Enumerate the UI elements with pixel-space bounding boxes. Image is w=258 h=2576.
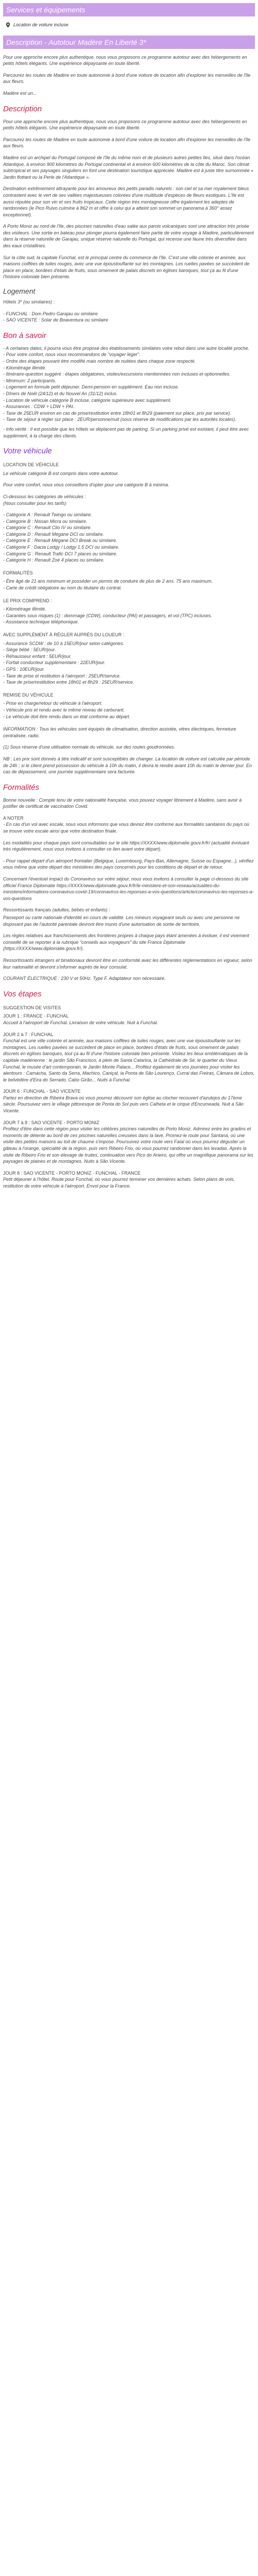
day-text: Funchal est une ville colorée et animée, aux maisons coiffées de tuiles rouges, avec une vue époustouflante sur les montagnes. Les ruelles pavées se succèdent de place en place, bordées d'étals de fruits, sous ornement de palais discrets en églises baroques, tout ça au fil d'une l'histoire coloniale bien présente. Visitez les lieux emblématiques de la capitale madérienne : le jardin São Francisco, à plein de Santa Catarina, la Cathédrale de Sé, le quartier du Vieux Funchal, le musée d'art contemporain, le Jardin Monte Palace... Profitez également de vos journées pour visiter les alentours : Camacha, Santo da Serra, Machico, Caniçal, la Ponta de São Lourenço, Curral das Freiras, Câmara de Lobos, le belvédère d'Eira do Serrado, Cabo Girão... Nuits à Funchal. [3,1038,255,1082]
remise-item: - Véhicule pris et rendu avec le même niveau de carburant. [3,707,125,713]
vehicule-formalites-title: FORMALITÉS [3,570,33,575]
prix-item: - Assistance technique téléphonique. [3,619,79,625]
day-block [3,1088,255,1114]
intro-paragraph-1: Pour une approche encore plus authentique, nous vous proposons ce programme autotour avec des hébergements en petits hôtels élégants. Une expérience dépaysante en toute liberté. [3,54,247,66]
formalites-paragraph: COURANT ÉLECTRIQUE : 230 V et 50Hz. Type F. Adaptateur non nécessaire. [3,976,166,981]
formalite-item: - Être âgé de 21 ans minimum et posséder un permis de conduire de plus de 2 ans. 75 ans maximum. [3,579,213,584]
intro-paragraph-3: Madère est un... [3,90,37,96]
vehicule-nb: NB : Les prix sont donnés à titre indicatif et sont susceptibles de changer. La location de voiture est calculée par période de 24h ; si le client prend possession du véhicule à 10h du matin, il devra le rendre avant 10h du matin le dernier jour. En cas de dépassement, une journée supplémentaire sera facturée. [3,756,252,775]
remise-title: REMISE DU VÉHICULE [3,692,54,698]
bon-a-savoir-item: - Kilométrage illimité. [3,365,46,370]
day-label: JOUR 1 : FRANCE - FUNCHAL [3,1013,69,1019]
day-text: Partez en direction de Ribeira Brava où vous pourrez découvrir son église au clocher recouvert d'azulejos du 17ème siècle. Poursuivez vers le village pittoresque de Ponta do Sol puis vers Calheta et le cirque d'Encumeada. Nuit à São Vicente. [3,1095,244,1114]
day-block [3,1013,255,1026]
day-label: JOUR 2 à 7 : FUNCHAL [3,1031,54,1037]
formalites-title: Formalités [3,783,40,792]
option-item: - Réhausseur enfant : 5EUR/jour. [3,653,72,659]
bon-a-savoir-item: - Logement en formule petit déjeuner. Demi-pension en supplément. Eau non incluse. [3,384,179,390]
prix-title: LE PRIX COMPREND : [3,598,52,603]
formalites-paragraph: Bonne nouvelle : Compte tenu de votre nationalité française, vous pouvez voyager librement à Madère, sans avoir à justifier de certificat de vaccination Covid. [3,797,242,809]
vehicule-categories [3,512,255,564]
category-item: - Catégorie A : Renault Twingo ou similaire. [3,512,92,518]
description-title: Description [3,104,42,113]
remise-list [3,700,255,720]
description-paragraph-5: A Porto Moniz au nord de l'île, des piscines naturelles d'eau salée aux parois volcaniques sont une attraction très prisée des visiteurs. Une sortie en bateau pour plonger pourra également faire partie de votre voyage à Madère, particulièrement dans la réserve naturelle de Garajau, unique réserve naturelle du Portugal, qui recense une faune très diversifiée dans des eaux cristallines. [3,224,254,249]
formalites-paragraph: Ressortissants français (adultes, bébés et enfants) : [3,907,110,913]
bon-a-savoir-list [3,345,255,439]
bon-a-savoir-item: - Minimum: 2 participants. [3,378,57,383]
logement-item: - SAO VICENTE : Solar de Boaventura ou similaire [3,317,108,323]
vehicule-formalites [3,578,255,591]
day-label: JOUR 6 : FUNCHAL - SAO VICENTE [3,1089,81,1094]
description-paragraph-3: Madère est un archipel du Portugal composé de l'île du même nom et de plusieurs autres petites îles, situé dans l'océan Atlantique, à environ 900 kilomètres du Portugal continental et à environ 600 kilomètres de la côte du Maroc. Son climat subtropical et ses paysages singuliers en font une destination touristique appréciée. Madère est à juste titre surnommée « Jardin flottant ou la Perle de l'Atlantique ». [3,155,254,180]
category-item: - Catégorie G : Renault Trafic DCI 7 places ou similaire. [3,551,118,556]
formalites-paragraph: Les modalités pour chaque pays sont consultables sur le site https://XXXX/www.diplomatie.gouv.fr/fr/ (actualité évoluant très régulièrement, nous vous invitons à consulter ce lien avant votre départ). [3,840,249,852]
option-item: - Forfait conducteur supplémentaire : 22EUR/jour. [3,660,106,666]
bon-a-savoir-item: - Itinéraire-question suggéré : étapes obligatoires, visites/excursions mentionnées non incluses et optionnelles. [3,371,231,377]
formalites-paragraph: Les règles relatives aux franchissements des frontières propres à chaque pays étant amenées à évoluer, il est vivement conseillé de se reporter à la rubrique "conseils aux voyageurs" du site France Diplomatie (https://XXXX/www.diplomatie.gouv.fr/). [3,933,249,952]
prix-item: - Kilométrage illimité. [3,606,46,612]
vehicule-paragraph: (Nous consulter pour les tarifs) [3,500,67,506]
day-block [3,1170,255,1190]
category-item: - Catégorie H : Renault Zoé 4 places ou similaire. [3,557,105,563]
formalites-paragraph: - En cas d'un vol avec escale, nous vous informons que vous devrez être conforme aux formalités sanitaires du pays où se trouve votre escale ainsi que votre destination finale. [3,822,249,834]
etapes-title: Vos étapes [3,989,42,998]
bon-a-savoir-item: - Taxe de séjour à régler sur place : 2EUR/personne/nuit (sous réserve de modifications par les autorités locales). [3,417,236,422]
day-text: Petit déjeuner à l'hôtel. Route pour Funchal, où vous pourrez terminer vos dernières achats. Selon plans de vols, restitution de votre véhicule à l'aéroport. Envol pour la France. [3,1177,235,1189]
bon-a-savoir-item: - Ordre des étapes pouvant être modifié mais nombre de nuitées dans chaque zone respecté. [3,359,196,364]
map-pin-icon [5,22,11,28]
remise-item: - Prise en charge/retour du véhicule à l'aéroport. [3,701,103,706]
options-list [3,640,255,686]
vehicule-paragraph: Pour votre confort, nous vous conseillons d'opter pour une catégorie B à minima. [3,482,169,488]
vehicule-subtitle: LOCATION DE VÉHICULE [3,462,59,468]
option-item: - Assurance SCDW : de 10 à 15EUR/jour selon catégories. [3,640,124,646]
bon-a-savoir-item: - Assurances : CDW + LDW + PAI. [3,404,75,410]
description-paragraph-6: Sur la côte sud, la capitale Funchal, est le principal centre du commerce de l'île. C'est une ville colorée et animée, aux maisons coiffées de tuiles rouges, avec une vue époustouflante sur les montagnes. Les ruelles pavées se succèdent de place en place, bordées d'étals de fruits, sous ornement de palais discrets en églises baroques, tout ça au fil d'une l'histoire coloniale bien présente. [3,255,250,280]
formalites-paragraph: A NOTER [3,815,24,821]
bon-a-savoir-item: - Dîners de Noël (24/12) et du Nouvel An (31/12) inclus. [3,391,118,396]
description-paragraph-1: Pour une approche encore plus authentique, nous vous proposons ce programme autotour avec des hébergements en petits hôtels élégants. Une expérience dépaysante en toute liberté. [3,118,247,131]
formalites-paragraph: Concernant l'éventuel impact du Coronavirus sur votre séjour, nous vous invitons à consulter la page ci-dessous du site officiel France Diplomatie https://XXXX/www.diplomatie.gouv.fr/fr/le-ministere-et-son-reseau/actualites-du-ministere/informations-coronavirus-covid-19/coronavirus-les-reponses-a-vos-questions/article/coronavirus-les-reponses-a-vos-questions [3,876,254,901]
option-item: - Taxe de prise et restitution à l'aéroport : 25EUR/service. [3,673,121,679]
page [0,3,258,1190]
car-rental-included [5,22,255,28]
options-title: AVEC SUPPLÉMENT À RÉGLER AUPRÈS DU LOUEUR : [3,632,124,637]
bon-a-savoir-item: - Taxe de 25EUR environ en cas de prise/restitution entre 18h01 et 8h29 (paiement sur place, prix par service). [3,410,231,416]
prix-item: - Garanties sous risques (1) : dommage (CDW), conducteur (PAI) et passagers, et vol (TPC) incluses. [3,613,212,618]
option-item: - Siège bébé : 5EUR/jour. [3,647,56,653]
category-item: - Catégorie D : Renault Mégane DCI ou similaire. [3,531,104,537]
remise-item: - Le véhicule doit être rendu dans un état conforme au départ. [3,714,131,719]
vehicule-paragraph: Le véhicule catégorie B est compris dans votre autotour. [3,470,119,476]
option-item: - GPS : 10EUR/jour. [3,666,45,672]
bon-a-savoir-title: Bon à savoir [3,331,46,340]
description-paragraph-4: Destination extrêmement attrayante pour les amoureux des petits paradis naturels : son ciel et sa mer royalement bleus contrastent avec le vert de ses vallées majestueuses colorées d'une multitude d'espèces de fleurs exotiques. L'île est aussi réputée pour son vin et ses fruits tropicaux. Cette région très montagneuse offre également les adeptes de randonnées (le Pico Ruivo culmine à 862 m et offre à celui qui a atteint son sommet un panorama à 360° assez exceptionnel). [3,186,249,217]
day-block [3,1120,255,1165]
intro-section [3,54,255,97]
formalite-item: - Carte de crédit obligatoire au nom du titulaire du contrat. [3,585,122,591]
day-label: JOUR 8 : SAO VICENTE - PORTO MONIZ - FUNCHAL - FRANCE [3,1170,141,1176]
day-text: Profitez d'être dans cette région pour visiter les célèbres piscines naturelles de Porto Moniz. Admirez entre les gradins et moments de détente au bord de ces piscines naturelles creusées dans la lave. Promez-le route pour Santana, où une visite des petites maisons au toit de chaume s'impose. Poursuivez votre route vers Faial où vous pourrez déguster un gâteau à l'orange, spécialité de la région, puis vers Ribeiro Frio, où vous pourrez randonner dans les levadas. Après la visite de Ribeiro Frio et son élevage de truites, continuation vers Pico do Arieiro, qui offre un magnifique panorama sur les paysages de plaines et de montagnes. Nuits à São Vicente. [3,1126,253,1164]
description-paragraph-2: Parcourez les routes de Madère en toute autonomie à bord d'une voiture de location afin d'explorer les merveilles de l'île aux fleurs. [3,137,251,149]
category-item: - Catégorie B : Nissan Micra ou similaire. [3,518,88,524]
etapes-subtitle: SUGGESTION DE VISITES [3,1005,61,1010]
category-item: - Catégorie E : Renault Mégane DCI Break ou similaire. [3,538,118,544]
category-item: - Catégorie F : Dacia Lodgy / Lodgy 1.5 DCI ou similaire. [3,545,120,550]
category-item: - Catégorie C : Renault Clio IV ou similaire. [3,525,92,531]
vehicule-note: (1) Sous réserve d'une utilisation normale du véhicule, sur des routes goudronnées. [3,744,175,750]
bon-a-savoir-item: - Location de véhicule catégorie B incluse, catégorie supérieure avec supplément. [3,397,172,403]
option-item: - Taxe de prise/restitution entre 18h01 et 8h29 : 25EUR/service. [3,680,134,685]
description-banner: Description - Autotour Madère En Liberté 3* [3,36,255,49]
vehicule-information: INFORMATION : Tous les véhicules sont équipés de climatisation, direction assistée, vitres électriques, fermeture centralisée, radio. [3,726,236,738]
vehicule-paragraph: Ci-dessous les catégories de véhicules : [3,494,86,499]
day-label: JOUR 7 à 8 : SAO VICENTE - PORTO MONIZ [3,1120,100,1125]
formalites-paragraph: - Pour rappel départ d'un aéroport frontalier (Belgique, Luxembourg, Pays-Bas, Allemagne, Suisse ou Espagne...), vérifiez vous même que votre départ des ministères des pays concernés pour les conditions de départ et de retour. [3,858,254,870]
logement-title: Logement [3,287,36,296]
services-banner: Services et équipements [3,3,255,16]
logement-intro: Hôtels 3* (ou similaires) : [3,299,55,305]
formalites-paragraph: Passeport ou carte nationale d'identité en cours de validité. Les mineurs voyageant seuls ou avec une personne ne disposant pas de l'autorité parentale devront être munis d'une autorisation de sortie de territoire. [3,915,240,927]
car-rental-label: Location de voiture incluse [13,22,69,27]
day-block [3,1031,255,1083]
prix-list [3,606,255,625]
bon-a-savoir-item: - A certaines dates, il pourra vous être proposé des établissements similaires votre rebut dans une autre localité proche. [3,345,250,351]
formalites-paragraph: Ressortissants étrangers et binationaux devront être en conformité avec les différentes réglementations en vigueur, selon leur nationalité et devront s'informer auprès de leur consulat. [3,957,252,970]
bon-a-savoir-item: - Info vérité : Il est possible que les hôtels se déplacent pas de parking. Si un parking privé est existant, il peut être avec supplément, à la charge des clients. [3,426,249,438]
day-text: Accueil à l'aéroport de Funchal. Livraison de votre véhicule. Nuit à Funchal. [3,1020,158,1025]
intro-paragraph-2: Parcourez les routes de Madère en toute autonomie à bord d'une voiture de location afin d'explorer les merveilles de l'île aux fleurs. [3,72,251,84]
bon-a-savoir-item: - Pour votre confort, nous vous recommandons de "voyager léger". [3,352,141,358]
vehicule-title: Votre véhicule [3,447,52,456]
logement-item: - FUNCHAL : Dom Pedro Garajau ou similaire [3,311,98,316]
logement-list [3,311,255,324]
